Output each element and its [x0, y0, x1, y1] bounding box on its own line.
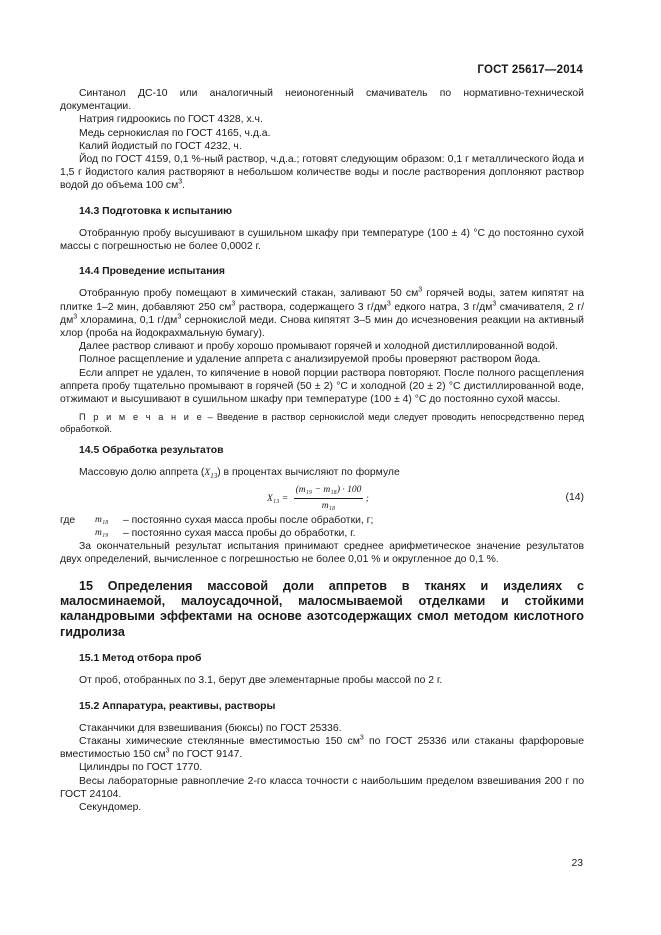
reagent-line: Синтанол ДС-10 или аналогичный неионогенный смачиватель по нормативно-технической документации.	[60, 88, 584, 113]
equation-number: (14)	[565, 491, 584, 503]
equipment-line: Весы лабораторные равноплечие 2-го класса точности с наибольшим пределом взвешивания 200 г по ГОСТ 24104.	[60, 775, 584, 800]
formula-expression: X₁₃ = $\frac{\text{(m₁₉ − m₁₈) · 100}}{\text{m₁₈}}$ ;	[267, 484, 369, 511]
reagent-line: Натрия гидроокись по ГОСТ 4328, х.ч.	[79, 114, 263, 126]
paragraph-14-4-check: Полное расщепление и удаление аппрета с анализируемой пробы проверяют раствором йода.	[79, 354, 541, 366]
heading-15-1: 15.1 Метод отбора проб	[79, 653, 202, 665]
note: П р и м е ч а н и е – Введение в раствор сернокислой меди следует проводить непосредственно перед обработкой.	[60, 412, 585, 435]
equipment-line: Цилиндры по ГОСТ 1770.	[79, 762, 203, 774]
variable-definition: m₁₉ – постоянно сухая масса пробы до обработки, г.	[95, 527, 356, 539]
variable-definition: где m₁₈ – постоянно сухая масса пробы после обработки, г;	[60, 514, 374, 526]
heading-14-4: 14.4 Проведение испытания	[79, 266, 225, 278]
document-code: ГОСТ 25617—2014	[477, 64, 583, 76]
page-number: 23	[571, 858, 583, 869]
result-paragraph: За окончательный результат испытания принимают среднее арифметическое значение результатов двух определений, вычисленное с погрешностью не более 0,01 % и округленное до 0,1 %.	[60, 541, 584, 566]
paragraph-14-4-procedure: Отобранную пробу помещают в химический стакан, заливают 50 $см^3$ горячей воды, затем кипятят на плитке 1–2 мин, добавляют 250 $см^3$ раствора, содержащего 3 $г/дм^3$ едкого натра, 3 $г/дм^3$ смачивателя, 2 $г/дм^3$ хлорамина, 0,1 $г/дм^3$ сернокислой меди. Снова кипятят 3–5 мин до исчезновения реакции на активный хлор (проба на йодокрахмальную бумагу).	[60, 286, 584, 340]
formula-intro: Массовую долю аппрета $(X_{13})$ в процентах вычисляют по формуле	[79, 467, 400, 481]
heading-15-2: 15.2 Аппаратура, реактивы, растворы	[79, 700, 276, 712]
reagent-line: Медь сернокислая по ГОСТ 4165, ч.д.а.	[79, 127, 271, 139]
page-content	[60, 87, 584, 814]
heading-14-5: 14.5 Обработка результатов	[79, 445, 224, 457]
equipment-line: Стаканчики для взвешивания (бюксы) по ГОСТ 25336.	[79, 722, 342, 734]
section-15-title: 15 Определения массовой доли аппретов в тканях и изделиях с малосминаемой, малоусадочной, малосмываемой отделками и стойкими каландровыми эффектами на основе азотсодержащих смол методом кислотного гидролиза	[60, 578, 584, 639]
paragraph-15-1: От проб, отобранных по 3.1, берут две элементарные пробы массой по 2 г.	[79, 675, 443, 687]
heading-14-3: 14.3 Подготовка к испытанию	[79, 205, 233, 217]
reagent-line: Калий йодистый по ГОСТ 4232, ч.	[79, 140, 242, 152]
formula-14	[60, 484, 584, 514]
paragraph-14-4-repeat: Если аппрет не удален, то кипячение в новой порции раствора повторяют. После полного расщепления аппрета пробу тщательно промывают в горячей (50 ± 2) °С и холодной (20 ± 2) °С дистиллированной воде, отжимают и высушивают в сушильном шкафу при температуре (100 ± 4) °С до постоянно сухой массы.	[60, 367, 584, 406]
iodine-preparation: Йод по ГОСТ 4159, 0,1 %-ный раствор, ч.д.а.; готовят следующим образом: 0,1 г металлического йода и 1,5 г йодистого калия растворяют в небольшом количестве воды и после растворения доплоняют раствор водой до объема 100 $см^3$.	[60, 154, 584, 192]
equipment-line: Стаканы химические стеклянные вместимостью 150 $см^3$ по ГОСТ 25336 или стаканы фарфоровые вместимостью 150 $см^3$ по ГОСТ 9147.	[60, 734, 584, 761]
paragraph-14-4-rinse: Далее раствор сливают и пробу хорошо промывают горячей и холодной дистиллированной водой.	[79, 341, 558, 353]
paragraph-14-3: Отобранную пробу высушивают в сушильном шкафу при температуре (100 ± 4) °С до постоянно сухой массы с погрешностью не более 0,0002 г.	[60, 227, 584, 253]
equipment-line: Секундомер.	[79, 802, 142, 814]
